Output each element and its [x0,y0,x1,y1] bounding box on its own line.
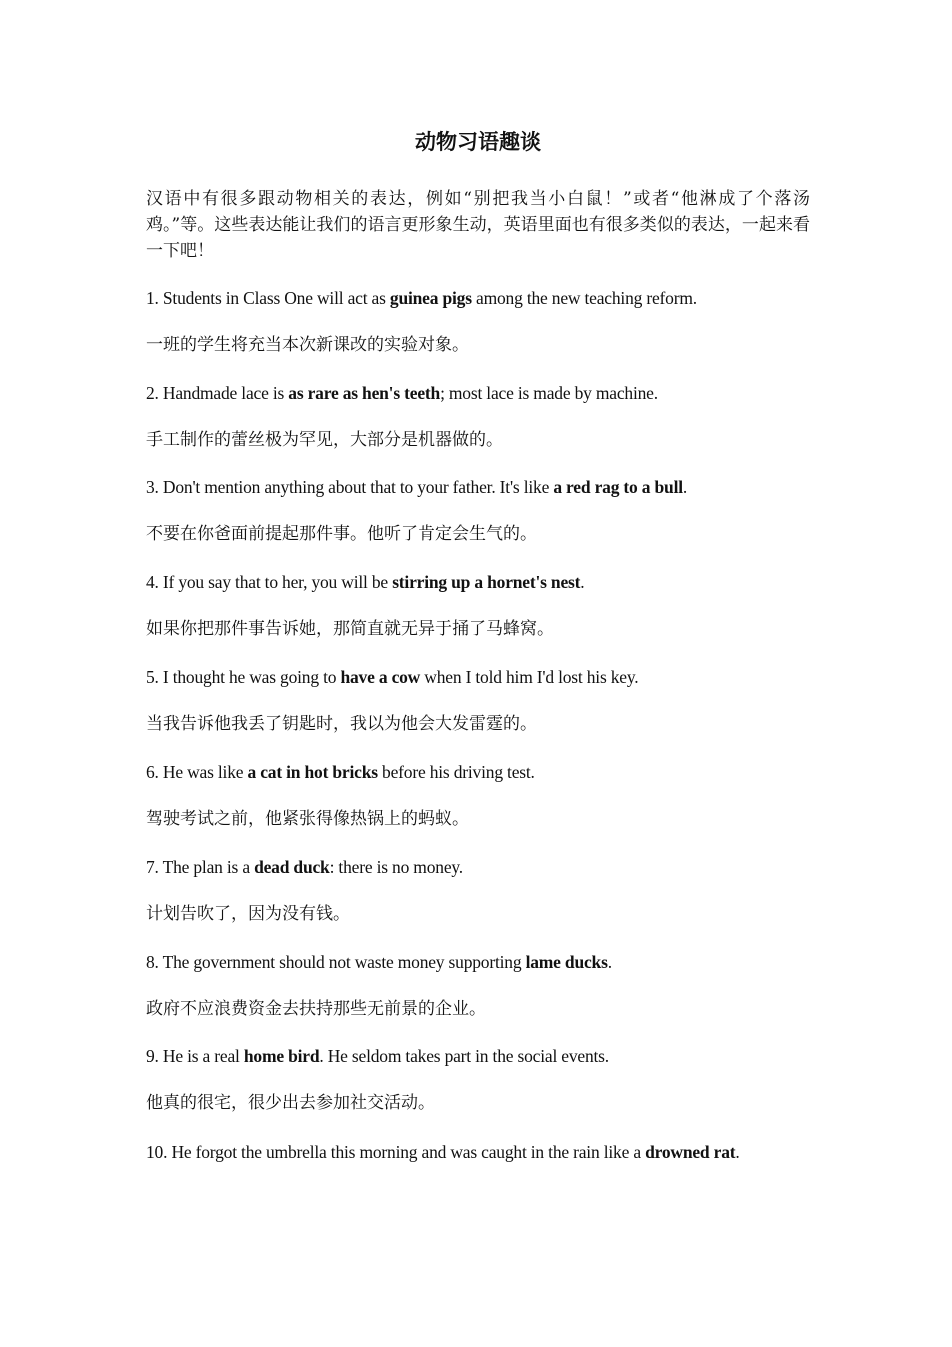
idiom-9: home bird [243,1046,320,1066]
translation-7: 计划告吹了，因为没有钱。 [146,904,350,924]
translation-2: 手工制作的蕾丝极为罕见，大部分是机器做的。 [146,430,503,450]
example-sentence-2: 2. Handmade lace is as rare as hen's teeth; most lace is made by machine. [146,383,658,403]
idiom-4: stirring up a hornet's nest [392,572,581,592]
idiom-3: a red rag to a bull [553,477,683,497]
idiom-2: as rare as hen's teeth [288,383,441,403]
example-sentence-9: 9. He is a real home bird. He seldom takes part in the social events. [146,1046,609,1066]
idiom-1: guinea pigs [389,288,472,308]
translation-3: 不要在你爸面前提起那件事。他听了肯定会生气的。 [146,524,537,544]
idiom-10: drowned rat [645,1142,736,1162]
translation-8: 政府不应浪费资金去扶持那些无前景的企业。 [146,999,486,1019]
translation-5: 当我告诉他我丢了钥匙时，我以为他会大发雷霆的。 [146,714,537,734]
idiom-6: a cat in hot bricks [247,762,378,782]
idiom-7: dead duck [254,857,330,877]
idiom-5: have a cow [340,667,421,687]
example-sentence-7: 7. The plan is a dead duck: there is no money. [146,857,463,877]
example-sentence-4: 4. If you say that to her, you will be stirring up a hornet's nest. [146,572,585,592]
idiom-8: lame ducks [525,952,608,972]
translation-1: 一班的学生将充当本次新课改的实验对象。 [146,335,469,355]
translation-6: 驾驶考试之前，他紧张得像热锅上的蚂蚁。 [146,809,469,829]
example-sentence-8: 8. The government should not waste money supporting lame ducks. [146,952,612,972]
translation-9: 他真的很宅，很少出去参加社交活动。 [146,1093,435,1113]
example-sentence-1: 1. Students in Class One will act as guinea pigs among the new teaching reform. [146,288,697,308]
example-sentence-5: 5. I thought he was going to have a cow when I told him I'd lost his key. [146,667,639,687]
example-sentence-6: 6. He was like a cat in hot bricks before his driving test. [146,762,535,782]
translation-4: 如果你把那件事告诉她，那简直就无异于捅了马蜂窝。 [146,619,554,639]
example-sentence-10: 10. He forgot the umbrella this morning and was caught in the rain like a drowned rat. [146,1142,740,1162]
intro-paragraph: 汉语中有很多跟动物相关的表达，例如“别把我当小白鼠！”或者“他淋成了个落汤鸡。”等。这些表达能让我们的语言更形象生动，英语里面也有很多类似的表达，一起来看一下吧！ [146,189,810,261]
document-title: 动物习语趣谈 [415,130,541,154]
example-sentence-3: 3. Don't mention anything about that to your father. It's like a red rag to a bull. [146,477,688,497]
